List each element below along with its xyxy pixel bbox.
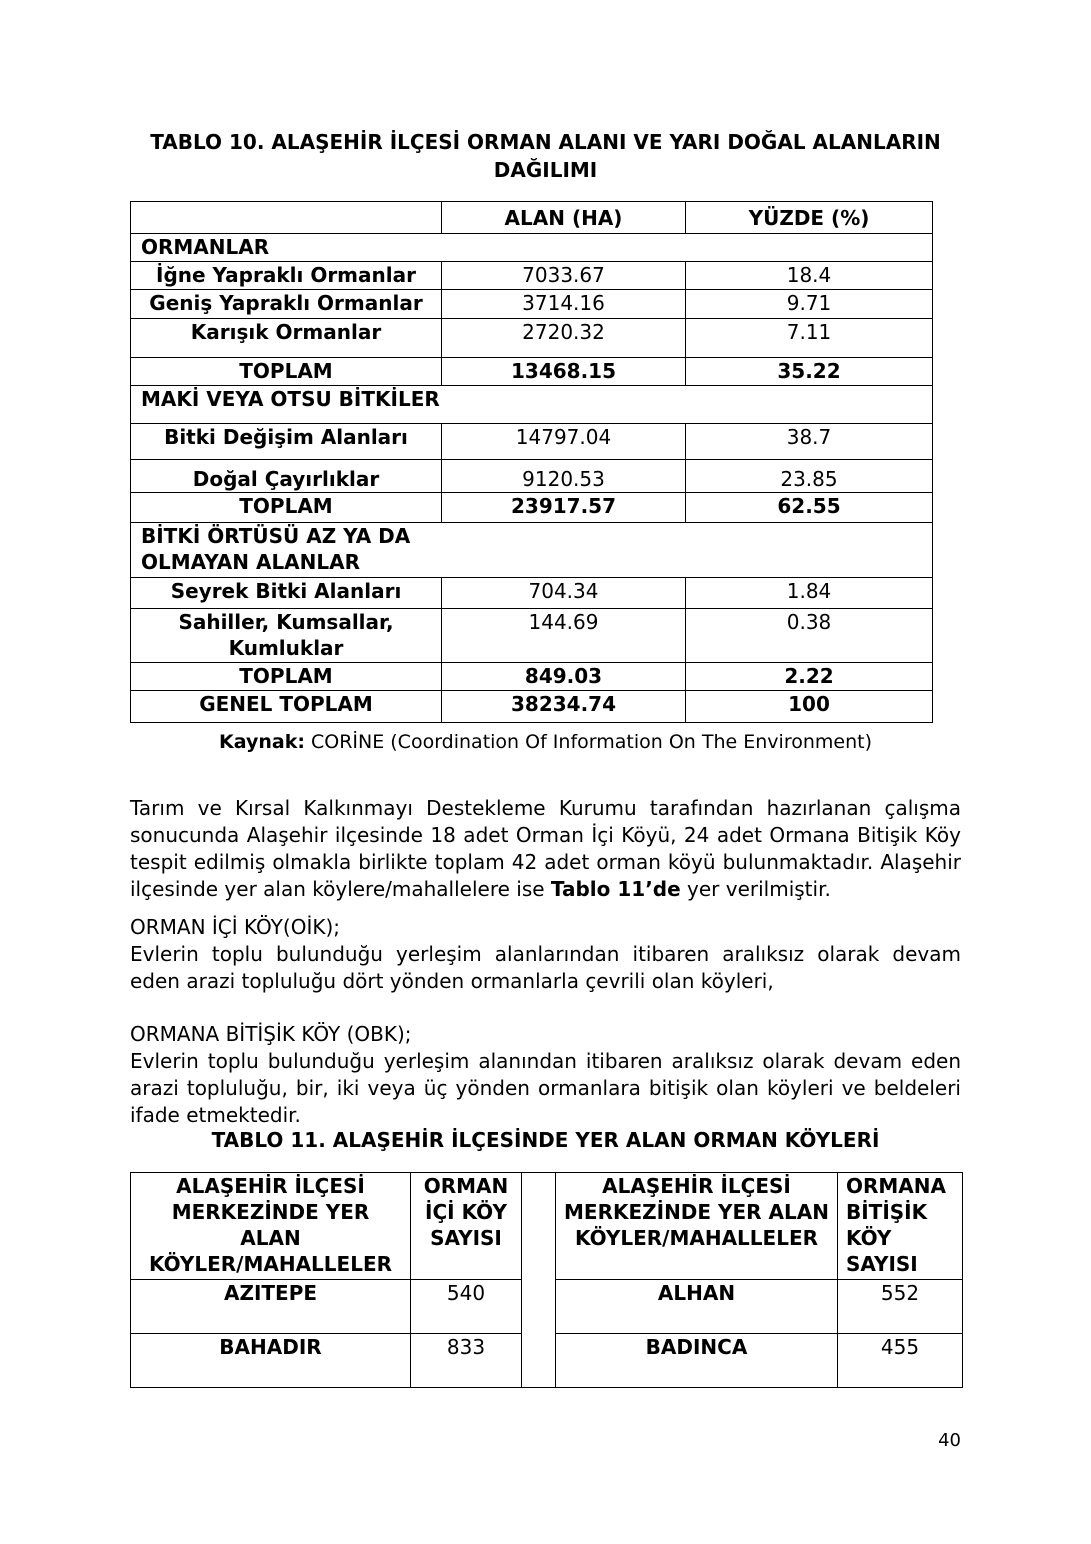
right-village-name: BADINCA bbox=[556, 1334, 838, 1388]
table10 bbox=[130, 201, 933, 723]
row-area: 704.34 bbox=[442, 578, 686, 609]
table11-spacer bbox=[522, 1173, 556, 1388]
right-village-value: 552 bbox=[838, 1280, 963, 1334]
table11-header-row bbox=[131, 1173, 963, 1280]
intro-text: Tarım ve Kırsal Kalkınmayı Destekleme Kurumu tarafından hazırlanan çalışma sonucunda Alaşehir ilçesinde 18 adet Orman İçi Köyü, 24 adet Ormana Bitişik Köy tespit edilmiş olmakla birlikte toplam 42 adet orman köyü bulunmaktadır. Alaşehir ilçesinde yer alan köylere/mahallelere ise bbox=[130, 796, 961, 901]
table10-total-row bbox=[131, 493, 933, 523]
table10-header-empty bbox=[131, 202, 442, 234]
table10-grand-total-row bbox=[131, 691, 933, 723]
table10-row bbox=[131, 578, 933, 609]
grand-total-label: GENEL TOPLAM bbox=[131, 691, 442, 723]
total-area: 23917.57 bbox=[442, 493, 686, 523]
row-percent: 9.71 bbox=[686, 290, 933, 319]
total-area: 13468.15 bbox=[442, 358, 686, 386]
total-area: 849.03 bbox=[442, 663, 686, 691]
table10-section-row bbox=[131, 234, 933, 262]
table10-section-row bbox=[131, 386, 933, 424]
row-label: Karışık Ormanlar bbox=[131, 319, 442, 358]
table11-header-villages-right: ALAŞEHİR İLÇESİ MERKEZİNDE YER ALAN KÖYLER/MAHALLELER bbox=[556, 1173, 838, 1280]
grand-total-area: 38234.74 bbox=[442, 691, 686, 723]
row-label: Geniş Yapraklı Ormanlar bbox=[131, 290, 442, 319]
obk-heading: ORMANA BİTİŞİK KÖY (OBK); bbox=[130, 1022, 412, 1046]
paragraph-intro bbox=[130, 795, 961, 903]
table11-title: TABLO 11. ALAŞEHİR İLÇESİNDE YER ALAN ORMAN KÖYLERİ bbox=[211, 1128, 880, 1152]
oik-heading: ORMAN İÇİ KÖY(OİK); bbox=[130, 915, 340, 939]
table10-total-row bbox=[131, 663, 933, 691]
table10-header-area: ALAN (HA) bbox=[442, 202, 686, 234]
row-label: Sahiller, Kumsallar, Kumluklar bbox=[131, 609, 442, 663]
row-percent: 1.84 bbox=[686, 578, 933, 609]
table10-header-percent: YÜZDE (%) bbox=[686, 202, 933, 234]
row-percent: 38.7 bbox=[686, 424, 933, 460]
table10-source bbox=[130, 729, 961, 755]
row-area: 14797.04 bbox=[442, 424, 686, 460]
left-village-value: 833 bbox=[411, 1334, 522, 1388]
intro-text-end: yer verilmiştir. bbox=[680, 877, 831, 901]
total-label: TOPLAM bbox=[131, 493, 442, 523]
right-village-name: ALHAN bbox=[556, 1280, 838, 1334]
table10-row bbox=[131, 424, 933, 460]
row-percent: 0.38 bbox=[686, 609, 933, 663]
row-percent: 7.11 bbox=[686, 319, 933, 358]
row-area: 144.69 bbox=[442, 609, 686, 663]
row-percent: 23.85 bbox=[686, 460, 933, 493]
table10-row bbox=[131, 290, 933, 319]
table11-header-obk-count: ORMANA BİTİŞİK KÖY SAYISI bbox=[838, 1173, 963, 1280]
row-area: 7033.67 bbox=[442, 262, 686, 290]
obk-definition: Evlerin toplu bulunduğu yerleşim alanından itibaren aralıksız olarak devam eden arazi topluluğu, bir, iki veya üç yönden ormanlara bitişik olan köyleri ve beldeleri ifade etmektedir. bbox=[130, 1049, 961, 1127]
table10-title: TABLO 10. ALAŞEHİR İLÇESİ ORMAN ALANI VE YARI DOĞAL ALANLARIN DAĞILIMI bbox=[150, 130, 941, 182]
oik-definition: Evlerin toplu bulunduğu yerleşim alanlarından itibaren aralıksız olarak devam eden arazi topluluğu dört yönden ormanlarla çevrili olan köyleri, bbox=[130, 942, 961, 993]
table11-header-oik-count: ORMAN İÇİ KÖY SAYISI bbox=[411, 1173, 522, 1280]
page-number: 40 bbox=[938, 1430, 961, 1451]
row-label: Bitki Değişim Alanları bbox=[131, 424, 442, 460]
table10-row bbox=[131, 460, 933, 493]
intro-table-ref: Tablo 11’de bbox=[550, 877, 681, 901]
row-percent: 18.4 bbox=[686, 262, 933, 290]
total-label: TOPLAM bbox=[131, 358, 442, 386]
table11-header-villages-left: ALAŞEHİR İLÇESİ MERKEZİNDE YER ALAN KÖYLER/MAHALLELER bbox=[131, 1173, 411, 1280]
table10-total-row bbox=[131, 358, 933, 386]
table10-row bbox=[131, 262, 933, 290]
source-label: Kaynak: bbox=[219, 731, 305, 753]
row-area: 2720.32 bbox=[442, 319, 686, 358]
table10-section-bitki-ortusu: BİTKİ ÖRTÜSÜ AZ YA DA OLMAYAN ALANLAR bbox=[131, 523, 933, 578]
row-label: İğne Yapraklı Ormanlar bbox=[131, 262, 442, 290]
total-percent: 35.22 bbox=[686, 358, 933, 386]
left-village-name: BAHADIR bbox=[131, 1334, 411, 1388]
total-percent: 2.22 bbox=[686, 663, 933, 691]
total-percent: 62.55 bbox=[686, 493, 933, 523]
table10-header-row bbox=[131, 202, 933, 234]
row-label: Seyrek Bitki Alanları bbox=[131, 578, 442, 609]
table10-section-ormanlar: ORMANLAR bbox=[131, 234, 933, 262]
row-area: 9120.53 bbox=[442, 460, 686, 493]
row-label: Doğal Çayırlıklar bbox=[131, 460, 442, 493]
row-area: 3714.16 bbox=[442, 290, 686, 319]
table10-section-row bbox=[131, 523, 933, 578]
left-village-name: AZITEPE bbox=[131, 1280, 411, 1334]
table11 bbox=[130, 1172, 963, 1388]
source-text: CORİNE (Coordination Of Information On The Environment) bbox=[304, 731, 872, 753]
table10-row bbox=[131, 609, 933, 663]
grand-total-percent: 100 bbox=[686, 691, 933, 723]
left-village-value: 540 bbox=[411, 1280, 522, 1334]
table10-row bbox=[131, 319, 933, 358]
table10-section-maki: MAKİ VEYA OTSU BİTKİLER bbox=[131, 386, 933, 424]
right-village-value: 455 bbox=[838, 1334, 963, 1388]
total-label: TOPLAM bbox=[131, 663, 442, 691]
